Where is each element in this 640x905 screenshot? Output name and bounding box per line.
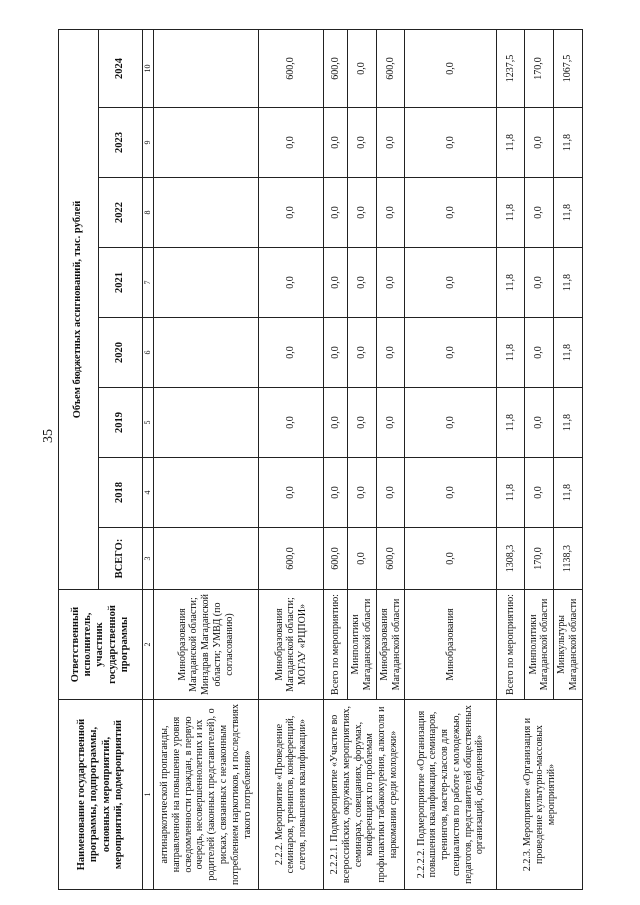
- year-value-cell: 0,0: [324, 248, 348, 318]
- year-value-cell: 0,0: [347, 318, 376, 388]
- total-cell: 1308,3: [497, 528, 525, 590]
- total-cell: 600,0: [259, 528, 324, 590]
- year-value-cell: 0,0: [347, 388, 376, 458]
- total-cell: 170,0: [525, 528, 554, 590]
- total-cell: 600,0: [376, 528, 405, 590]
- col-index: 7: [143, 248, 154, 318]
- col-index: 9: [143, 108, 154, 178]
- activity-name-cell: 2.2.2. Мероприятие «Проведение семинаров, тренингов, конференций, слетов, повышения квалификации»: [259, 700, 324, 890]
- year-value-cell: 0,0: [525, 388, 554, 458]
- activity-name-cell: антинаркотической пропаганды, направленной на повышение уровня осведомленности граждан, в первую очередь, несовершеннолетних и их родителей (законных представителей), о рисках, связанных с незаконным потреблением наркотиков, и последствиях такого потребления»: [154, 700, 259, 890]
- col-index: 8: [143, 178, 154, 248]
- year-value-cell: 0,0: [525, 108, 554, 178]
- table-row: [405, 29, 497, 889]
- responsible-cell: Минполитики Магаданской области: [347, 590, 376, 700]
- responsible-cell: Минобразования Магаданской области; МОГАУ «РЦПОИ»: [259, 590, 324, 700]
- responsible-cell: Минкультуры Магаданской области: [554, 590, 583, 700]
- year-value-cell: 170,0: [525, 29, 554, 107]
- year-value-cell: 11,8: [554, 108, 583, 178]
- year-value-cell: 0,0: [376, 458, 405, 528]
- rotated-table-wrapper: [58, 30, 583, 890]
- year-value-cell: [154, 108, 259, 178]
- responsible-cell: Минобразования Магаданской области; Минздрав Магаданской области; УМВД (по согласованию): [154, 590, 259, 700]
- responsible-cell: Минполитики Магаданской области: [525, 590, 554, 700]
- year-value-cell: [154, 388, 259, 458]
- year-value-cell: 11,8: [497, 248, 525, 318]
- year-value-cell: 600,0: [259, 29, 324, 107]
- year-value-cell: 0,0: [405, 248, 497, 318]
- col-index: 10: [143, 29, 154, 107]
- year-value-cell: [154, 318, 259, 388]
- year-value-cell: 0,0: [324, 318, 348, 388]
- year-value-cell: [154, 178, 259, 248]
- year-value-cell: 1237,5: [497, 29, 525, 107]
- header-budget-group: Объем бюджетных ассигнований, тыс. рублей: [59, 29, 99, 589]
- year-value-cell: 0,0: [347, 29, 376, 107]
- year-value-cell: 0,0: [525, 178, 554, 248]
- year-value-cell: 11,8: [497, 108, 525, 178]
- activity-name-cell: 2.2.3. Мероприятие «Организация и проведение культурно-массовых мероприятий»: [497, 700, 583, 890]
- table-row: [259, 29, 324, 889]
- year-value-cell: 600,0: [376, 29, 405, 107]
- col-index: 1: [143, 700, 154, 890]
- year-value-cell: 0,0: [525, 318, 554, 388]
- year-value-cell: 0,0: [405, 108, 497, 178]
- col-index: 4: [143, 458, 154, 528]
- year-value-cell: 11,8: [554, 388, 583, 458]
- total-cell: [154, 528, 259, 590]
- year-value-cell: 0,0: [347, 458, 376, 528]
- total-cell: 0,0: [347, 528, 376, 590]
- year-value-cell: 0,0: [405, 458, 497, 528]
- year-value-cell: 0,0: [324, 388, 348, 458]
- table-row: [497, 29, 525, 889]
- header-year: 2024: [99, 29, 143, 107]
- year-value-cell: 0,0: [259, 248, 324, 318]
- total-cell: 0,0: [405, 528, 497, 590]
- year-value-cell: 11,8: [554, 318, 583, 388]
- year-value-cell: 11,8: [497, 318, 525, 388]
- header-year: 2018: [99, 458, 143, 528]
- year-value-cell: 1067,5: [554, 29, 583, 107]
- year-value-cell: [154, 458, 259, 528]
- table-row: [154, 29, 259, 889]
- header-name-col: Наименование государственной программы, подпрограммы, основных мероприятий, мероприятий, подмероприятий: [59, 700, 143, 890]
- year-value-cell: 0,0: [259, 458, 324, 528]
- col-index: 3: [143, 528, 154, 590]
- year-value-cell: 0,0: [376, 388, 405, 458]
- responsible-cell: Минобразования: [405, 590, 497, 700]
- year-value-cell: 0,0: [525, 458, 554, 528]
- year-value-cell: 11,8: [554, 178, 583, 248]
- responsible-cell: Всего по мероприятию:: [324, 590, 348, 700]
- header-year: 2020: [99, 318, 143, 388]
- year-value-cell: 0,0: [376, 178, 405, 248]
- year-value-cell: 0,0: [259, 318, 324, 388]
- responsible-cell: Всего по мероприятию:: [497, 590, 525, 700]
- activity-name-cell: 2.2.2.1. Подмероприятие «Участие во всероссийских, окружных мероприятиях, семинарах, совещаниях, форумах, конференциях по проблемам профилактики табакокурения, алкоголя и наркомании среди молодежи»: [324, 700, 405, 890]
- year-value-cell: 0,0: [347, 178, 376, 248]
- year-value-cell: 0,0: [405, 29, 497, 107]
- year-value-cell: 11,8: [497, 178, 525, 248]
- col-index: 2: [143, 590, 154, 700]
- table-body: [154, 29, 583, 889]
- year-value-cell: 0,0: [259, 388, 324, 458]
- year-value-cell: 0,0: [324, 458, 348, 528]
- header-year: 2022: [99, 178, 143, 248]
- col-index: 5: [143, 388, 154, 458]
- year-value-cell: 11,8: [497, 458, 525, 528]
- year-value-cell: 0,0: [324, 178, 348, 248]
- year-value-cell: 0,0: [259, 108, 324, 178]
- activity-name-cell: 2.2.2.2. Подмероприятие «Организация повышения квалификации, семинаров, тренингов, мастер-классов для специалистов по работе с молодежью, педагогов, представителей общественных организаций, объединений»: [405, 700, 497, 890]
- header-year: 2021: [99, 248, 143, 318]
- year-value-cell: 0,0: [259, 178, 324, 248]
- year-value-cell: 0,0: [376, 318, 405, 388]
- year-value-cell: [154, 29, 259, 107]
- total-cell: 1138,3: [554, 528, 583, 590]
- year-value-cell: 0,0: [405, 388, 497, 458]
- year-value-cell: 0,0: [376, 248, 405, 318]
- year-value-cell: 0,0: [405, 318, 497, 388]
- header-total: ВСЕГО:: [99, 528, 143, 590]
- header-year: 2019: [99, 388, 143, 458]
- year-value-cell: 0,0: [347, 248, 376, 318]
- col-index: 6: [143, 318, 154, 388]
- responsible-cell: Минобразования Магаданской области: [376, 590, 405, 700]
- header-resp-col: Ответственный исполнитель, участник государственной программы: [59, 590, 143, 700]
- year-value-cell: 0,0: [324, 108, 348, 178]
- page-number: 35: [41, 429, 56, 443]
- budget-table: [58, 29, 583, 890]
- year-value-cell: [154, 248, 259, 318]
- header-year: 2023: [99, 108, 143, 178]
- total-cell: 600,0: [324, 528, 348, 590]
- year-value-cell: 11,8: [554, 458, 583, 528]
- year-value-cell: 0,0: [376, 108, 405, 178]
- year-value-cell: 600,0: [324, 29, 348, 107]
- year-value-cell: 0,0: [525, 248, 554, 318]
- year-value-cell: 11,8: [497, 388, 525, 458]
- year-value-cell: 11,8: [554, 248, 583, 318]
- year-value-cell: 0,0: [347, 108, 376, 178]
- year-value-cell: 0,0: [405, 178, 497, 248]
- table-row: [324, 29, 348, 889]
